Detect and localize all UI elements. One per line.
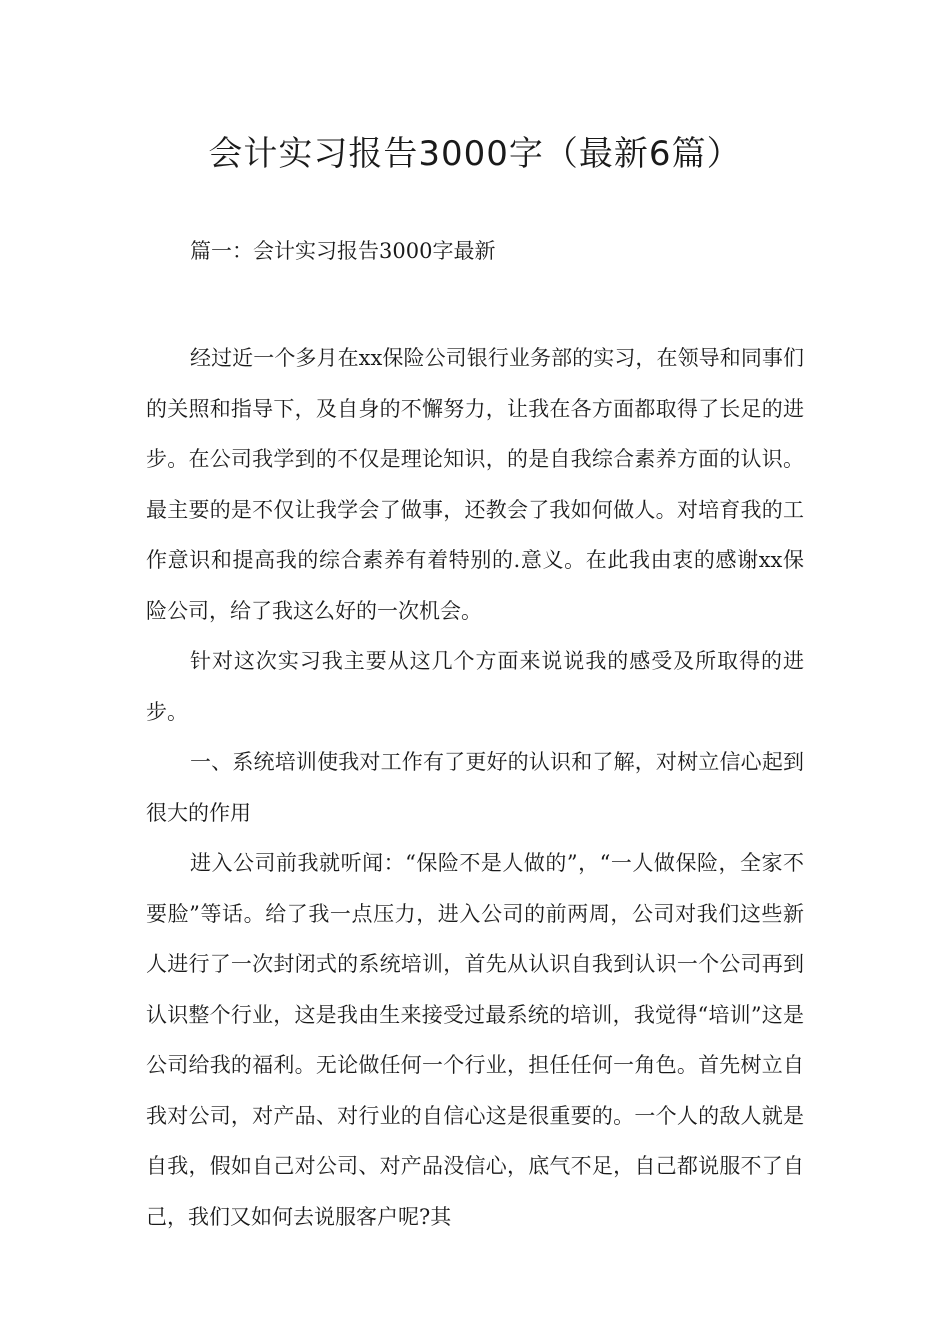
document-title: 会计实习报告3000字（最新6篇）: [208, 134, 742, 174]
paragraph-2: 针对这次实习我主要从这几个方面来说说我的感受及所取得的进步。: [146, 649, 804, 724]
paragraph-3: 一、系统培训使我对工作有了更好的认识和了解，对树立信心起到很大的作用: [146, 750, 804, 825]
paragraph-4: 进入公司前我就听闻：“保险不是人做的”，“一人做保险，全家不要脸”等话。给了我一点压力，进入公司的前两周，公司对我们这些新人进行了一次封闭式的系统培训，首先从认识自我到认识一个公司再到认识整个行业，这是我由生来接受过最系统的培训，我觉得“培训”这是公司给我的福利。无论做任何一个行业，担任任何一角色。首先树立自我对公司，对产品、对行业的自信心这是很重要的。一个人的敌人就是自我，假如自己对公司、对产品没信心，底气不足，自己都说服不了自己，我们又如何去说服客户呢?其: [146, 851, 804, 1229]
paragraph-1: 经过近一个多月在xx保险公司银行业务部的实习，在领导和同事们的关照和指导下，及自身的不懈努力，让我在各方面都取得了长足的进步。在公司我学到的不仅是理论知识，的是自我综合素养方面的认识。最主要的是不仅让我学会了做事，还教会了我如何做人。对培育我的工作意识和提高我的综合素养有着特别的.意义。在此我由衷的感谢xx保险公司，给了我这么好的一次机会。: [146, 346, 804, 623]
section-heading: 篇一：会计实习报告3000字最新: [190, 239, 496, 263]
